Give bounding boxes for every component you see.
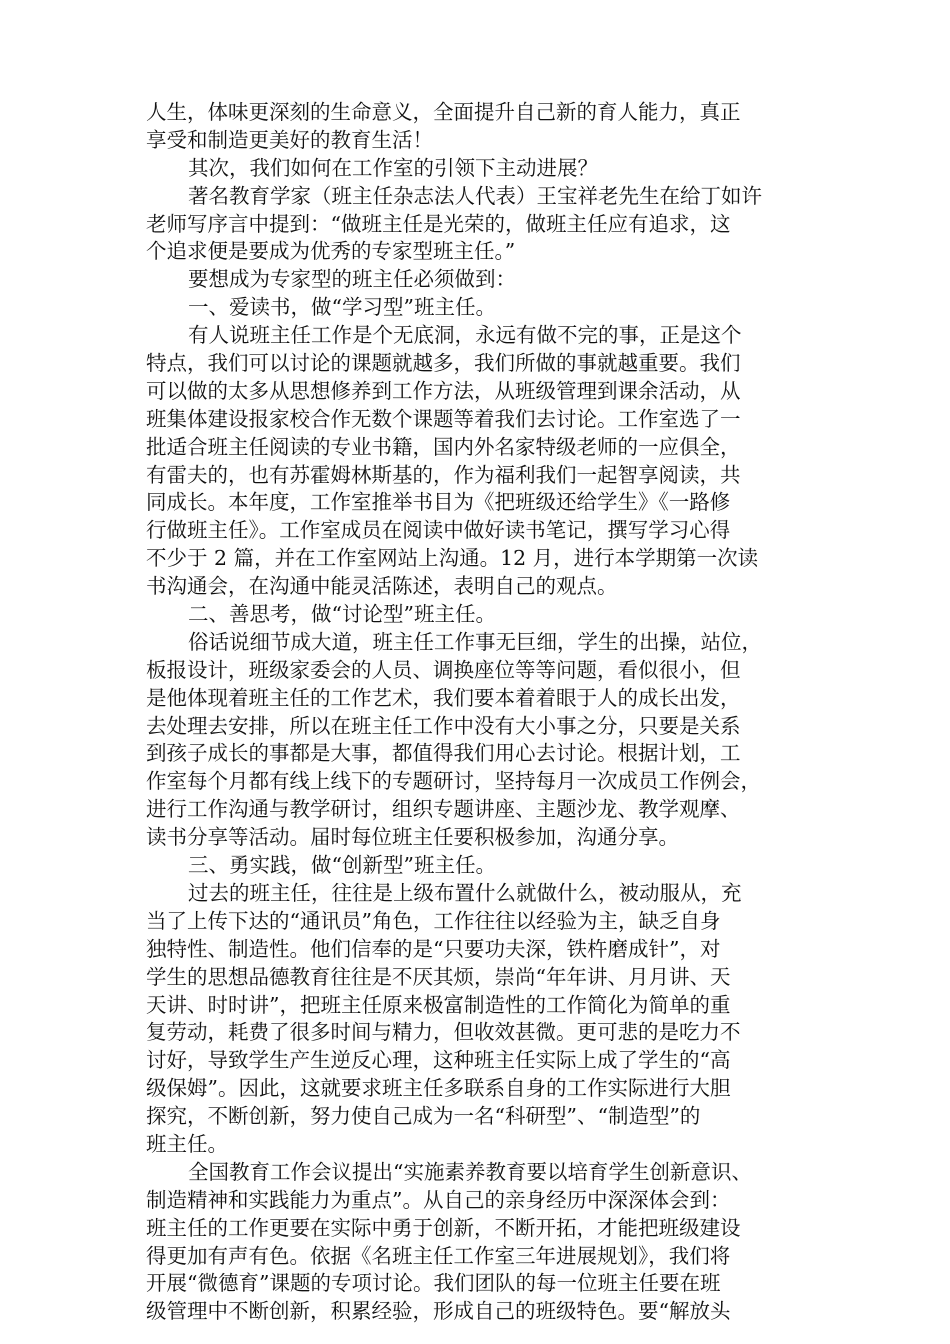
text-line: 老师写序言中提到：“做班主任是光荣的，做班主任应有追求，这: [146, 211, 731, 236]
text-line: 当了上传下达的“通讯员”角色，工作往往以经验为主，缺乏自身: [146, 908, 721, 933]
text-line: 同成长。本年度，工作室推举书目为《把班级还给学生》《一路修: [146, 490, 731, 515]
text-line: 探究，不断创新，努力使自己成为一名“科研型”、“制造型”的: [146, 1104, 701, 1129]
text-line: 个追求便是要成为优秀的专家型班主任。”: [146, 239, 516, 264]
text-line: 学生的思想品德教育往往是不厌其烦，崇尚“年年讲、月月讲、天: [146, 964, 731, 989]
text-line: 人生，体味更深刻的生命意义，全面提升自己新的育人能力，真正: [146, 100, 741, 124]
text-line: 独特性、制造性。他们信奉的是“只要功夫深，铁杵磨成针”，对: [146, 936, 721, 961]
text-line: 有人说班主任工作是个无底洞，永远有做不完的事，正是这个: [188, 323, 742, 348]
text-line: 级管理中不断创新，积累经验，形成自己的班级特色。要“解放头: [146, 1299, 731, 1324]
text-line: 全国教育工作会议提出“实施素养教育要以培育学生创新意识、: [188, 1159, 752, 1184]
text-line: 开展“微德育”课题的专项讨论。我们团队的每一位班主任要在班: [146, 1271, 721, 1296]
text-line: 复劳动，耗费了很多时间与精力，但收效甚微。更可悲的是吃力不: [146, 1020, 741, 1045]
text-line: 有雷夫的，也有苏霍姆林斯基的，作为福利我们一起智享阅读，共: [146, 462, 741, 487]
text-line: 三、勇实践，做“创新型”班主任。: [188, 853, 496, 878]
text-line: 要想成为专家型的班主任必须做到：: [188, 267, 516, 292]
text-line: 批适合班主任阅读的专业书籍，国内外名家特级老师的一应俱全，: [146, 434, 741, 459]
text-line: 是他体现着班主任的工作艺术，我们要本着着眼于人的成长出发，: [146, 685, 741, 710]
text-line: 可以做的太多从思想修养到工作方法，从班级管理到课余活动，从: [146, 378, 741, 403]
text-line: 板报设计，班级家委会的人员、调换座位等等问题，看似很小，但: [146, 657, 741, 682]
text-line: 特点，我们可以讨论的课题就越多，我们所做的事就越重要。我们: [146, 351, 741, 376]
text-line: 一、爱读书，做“学习型”班主任。: [188, 295, 496, 320]
text-line: 到孩子成长的事都是大事，都值得我们用心去讨论。根据计划，工: [146, 741, 741, 766]
document-body-text: [146, 99, 804, 1326]
text-line: 著名教育学家（班主任杂志法人代表）王宝祥老先生在给丁如许: [188, 183, 762, 208]
text-line: 读书分享等活动。届时每位班主任要积极参加，沟通分享。: [146, 825, 679, 850]
text-line: 进行工作沟通与教学研讨，组织专题讲座、主题沙龙、教学观摩、: [146, 797, 741, 822]
text-line: 二、善思考，做“讨论型”班主任。: [188, 602, 496, 627]
text-line: 作室每个月都有线上线下的专题研讨，坚持每月一次成员工作例会，: [146, 769, 761, 794]
text-line: 去处理去安排，所以在班主任工作中没有大小事之分，只要是关系: [146, 713, 741, 738]
text-line: 班主任。: [146, 1131, 228, 1156]
text-line: 俗话说细节成大道，班主任工作事无巨细，学生的出操，站位，: [188, 629, 762, 654]
text-line: 享受和制造更美好的教育生活！: [146, 127, 433, 152]
text-line: 班集体建设报家校合作无数个课题等着我们去讨论。工作室选了一: [146, 406, 741, 431]
text-line: 过去的班主任，往往是上级布置什么就做什么，被动服从，充: [188, 880, 742, 905]
text-line: 不少于 2 篇，并在工作室网站上沟通。12 月，进行本学期第一次读: [146, 546, 759, 571]
text-line: 天讲、时时讲”，把班主任原来极富制造性的工作简化为简单的重: [146, 992, 731, 1017]
text-line: 班主任的工作更要在实际中勇于创新，不断开拓，才能把班级建设: [146, 1215, 741, 1240]
text-line: 级保姆”。因此，这就要求班主任多联系自身的工作实际进行大胆: [146, 1076, 731, 1101]
text-line: 得更加有声有色。依据《名班主任工作室三年进展规划》，我们将: [146, 1243, 731, 1268]
text-line: 其次，我们如何在工作室的引领下主动进展？: [188, 155, 598, 180]
text-line: 行做班主任》。工作室成员在阅读中做好读书笔记，撰写学习心得: [146, 518, 731, 543]
text-line: 讨好，导致学生产生逆反心理，这种班主任实际上成了学生的“高: [146, 1048, 731, 1073]
text-line: 书沟通会，在沟通中能灵活陈述，表明自己的观点。: [146, 574, 618, 599]
text-line: 制造精神和实践能力为重点”。从自己的亲身经历中深深体会到：: [146, 1187, 731, 1212]
